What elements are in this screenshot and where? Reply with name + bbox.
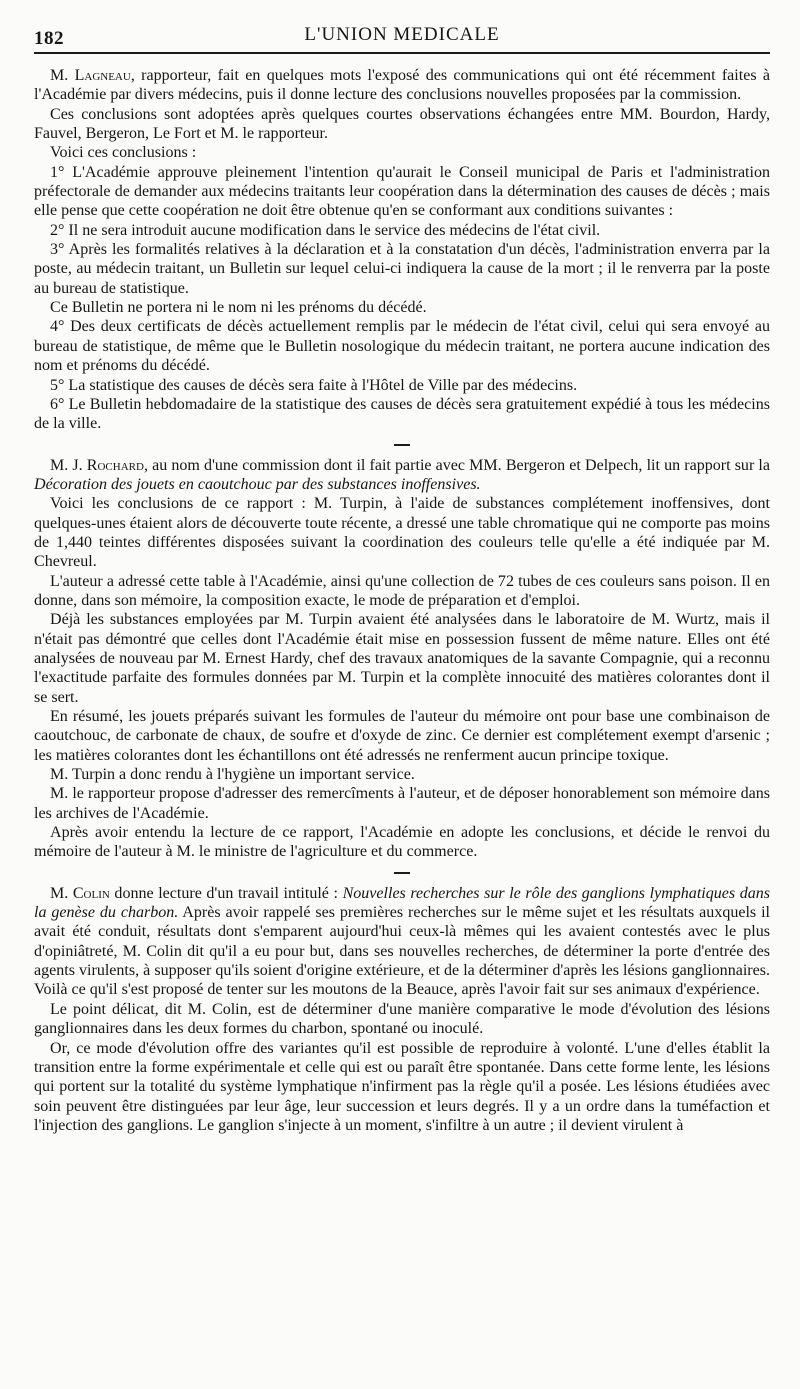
- paragraph: [34, 221, 770, 240]
- paragraph: [34, 317, 770, 375]
- paragraph-text: M. Turpin a donc rendu à l'hygiène un important service.: [50, 766, 415, 784]
- paragraph: [34, 105, 770, 144]
- paragraph-text: 3° Après les formalités relatives à la déclaration et à la constatation d'un décès, l'administration enverra par la poste, au médecin traitant, un Bulletin sur lequel celui-ci indiquera la cause de la mort ; il le renverra par la poste au bureau de statistique.: [34, 241, 770, 297]
- paragraph-text: 6° Le Bulletin hebdomadaire de la statistique des causes de décès sera gratuitement expédié à tous les médecins de la ville.: [34, 395, 770, 433]
- page-header: [34, 22, 770, 54]
- paragraph: [34, 494, 770, 571]
- paragraph: [34, 1039, 770, 1136]
- paragraph-text: M. le rapporteur propose d'adresser des remercîments à l'auteur, et de déposer honorablement son mémoire dans les archives de l'Académie.: [34, 785, 770, 822]
- paragraph-text: Après avoir rappelé ses premières recherches sur le même sujet et les résultats auxquels il avait été conduit, résultats dont s'emparent aujourd'hui ceux-là mêmes qui les avaient contestés avec le plus d'opiniâtreté, M. Colin dit qu'il a eu pour but, dans ses nouvelles recherches, de déterminer la porte d'entrée des agents virulents, à supposer qu'ils soient d'origine extérieure, et de la déterminer d'après les lésions ganglionnaires. Voilà ce qu'il s'est proposé de tenter sur les moutons de la Beauce, après l'avoir fait sur ses animaux d'expérience.: [34, 904, 770, 999]
- speaker-name: M. Colin: [50, 884, 110, 902]
- paragraph: [34, 240, 770, 298]
- paragraph-text: Après avoir entendu la lecture de ce rapport, l'Académie en adopte les conclusions, et décide le renvoi du mémoire de l'auteur à M. le ministre de l'agriculture et du commerce.: [34, 824, 770, 861]
- speaker-name: M. Lagneau: [50, 67, 131, 84]
- page-number: 182: [34, 28, 64, 49]
- section-divider: [394, 872, 410, 874]
- paragraph-text: , rapporteur, fait en quelques mots l'exposé des communications qui ont été récemment faites à l'Académie par divers médecins, puis il donne lecture des conclusions nouvelles proposées par la commission.: [34, 67, 770, 104]
- paragraph-text: 2° Il ne sera introduit aucune modification dans le service des médecins de l'état civil.: [50, 221, 601, 239]
- paragraph-text: En résumé, les jouets préparés suivant les formules de l'auteur du mémoire ont pour base une combinaison de caoutchouc, de carbonate de chaux, de soufre et d'oxyde de zinc. Ce dernier est complétement exempt d'arsenic ; les matières colorantes dont les échantillons ont été adressés ne renferment aucun principe toxique.: [34, 708, 770, 764]
- italic-title: Décoration des jouets en caoutchouc par des substances inoffensives.: [34, 475, 481, 493]
- paragraph: [34, 395, 770, 434]
- speaker-name: M. J. Rochard: [50, 456, 144, 474]
- paragraph-text: 5° La statistique des causes de décès sera faite à l'Hôtel de Ville par des médecins.: [50, 376, 578, 394]
- paragraph-text: , au nom d'une commission dont il fait partie avec MM. Bergeron et Delpech, lit un rapport sur la: [143, 456, 770, 474]
- paragraph-text: Ce Bulletin ne portera ni le nom ni les prénoms du décédé.: [50, 299, 427, 317]
- paragraph: [34, 376, 770, 395]
- paragraph: [34, 765, 770, 784]
- paragraph: [34, 884, 770, 1000]
- paragraph-text: Or, ce mode d'évolution offre des variantes qu'il est possible de reproduire à volonté. L'une d'elles établit la transition entre la forme expérimentale et celle qui est ou paraît être spontanée. Dans cette forme lente, les lésions qui portent sur la totalité du système lymphatique n'infirment pas la règle qu'il a posée. Les lésions étudiées avec soin peuvent être distinguées par leur âge, leur succession et leurs degrés. Il y a un ordre dans la tuméfaction et l'injection des ganglions. Le ganglion s'injecte à un moment, s'infiltre à un autre ; il devient virulent à: [34, 1039, 770, 1134]
- paragraph: [34, 163, 770, 221]
- paragraph-text: 4° Des deux certificats de décès actuellement remplis par le médecin de l'état civil, celui qui sera envoyé au bureau de statistique, de même que le Bulletin nosologique du médecin traitant, ne portera aucune indication des nom et prénoms du décédé.: [34, 318, 770, 375]
- journal-title: L'UNION MEDICALE: [304, 24, 500, 45]
- paragraph-text: 1° L'Académie approuve pleinement l'intention qu'aurait le Conseil municipal de Paris et l'administration préfectorale de demander aux médecins traitants leur coopération dans la détermination des causes de décès ; mais elle pense que cette coopération ne doit être obtenue qu'en se conformant aux conditions suivantes :: [34, 163, 770, 220]
- paragraph: [34, 610, 770, 707]
- italic-title: Nouvelles recherches sur le rôle des ganglions lymphatiques dans la genèse du charbon.: [34, 884, 770, 922]
- article-body: [34, 66, 770, 1135]
- paragraph-text: Voici ces conclusions :: [50, 144, 197, 162]
- paragraph-text: Le point délicat, dit M. Colin, est de déterminer d'une manière comparative le mode d'évolution des lésions ganglionnaires dans les deux formes du charbon, spontané ou inoculé.: [34, 1000, 770, 1038]
- paragraph: [34, 66, 770, 105]
- paragraph-text: L'auteur a adressé cette table à l'Académie, ainsi qu'une collection de 72 tubes de ces couleurs sans poison. Il en donne, dans son mémoire, la composition exacte, le mode de préparation et d'emploi.: [34, 572, 770, 609]
- paragraph: [34, 1000, 770, 1039]
- paragraph-text: Déjà les substances employées par M. Turpin avaient été analysées dans le laboratoire de M. Wurtz, mais il n'était pas démontré que celles dont l'Académie était mise en possession fussent de même nature. Elles ont été analysées de nouveau par M. Ernest Hardy, chef des travaux anatomiques de la savante Compagnie, qui a reconnu l'exactitude parfaite des formules données par M. Turpin et la complète innocuité des matières colorantes dont il se sert.: [34, 611, 770, 706]
- paragraph: [34, 823, 770, 862]
- paragraph: [34, 298, 770, 317]
- paragraph: [34, 456, 770, 495]
- paragraph: [34, 572, 770, 611]
- paragraph: [34, 707, 770, 765]
- section-divider: [394, 444, 410, 446]
- paragraph-text: Ces conclusions sont adoptées après quelques courtes observations échangées entre MM. Bourdon, Hardy, Fauvel, Bergeron, Le Fort et M. le rapporteur.: [34, 105, 770, 143]
- paragraph-text: Voici les conclusions de ce rapport : M. Turpin, à l'aide de substances complétement inoffensives, dont quelques-unes étaient alors de découverte toute récente, a dressé une table chromatique qui ne comporte pas moins de 1,440 teintes différentes disposées suivant la coordination des couleurs telle qu'elle a été indiquée par M. Chevreul.: [34, 495, 770, 571]
- paragraph: [34, 784, 770, 823]
- paragraph: [34, 143, 770, 162]
- paragraph-text: donne lecture d'un travail intitulé :: [109, 884, 343, 902]
